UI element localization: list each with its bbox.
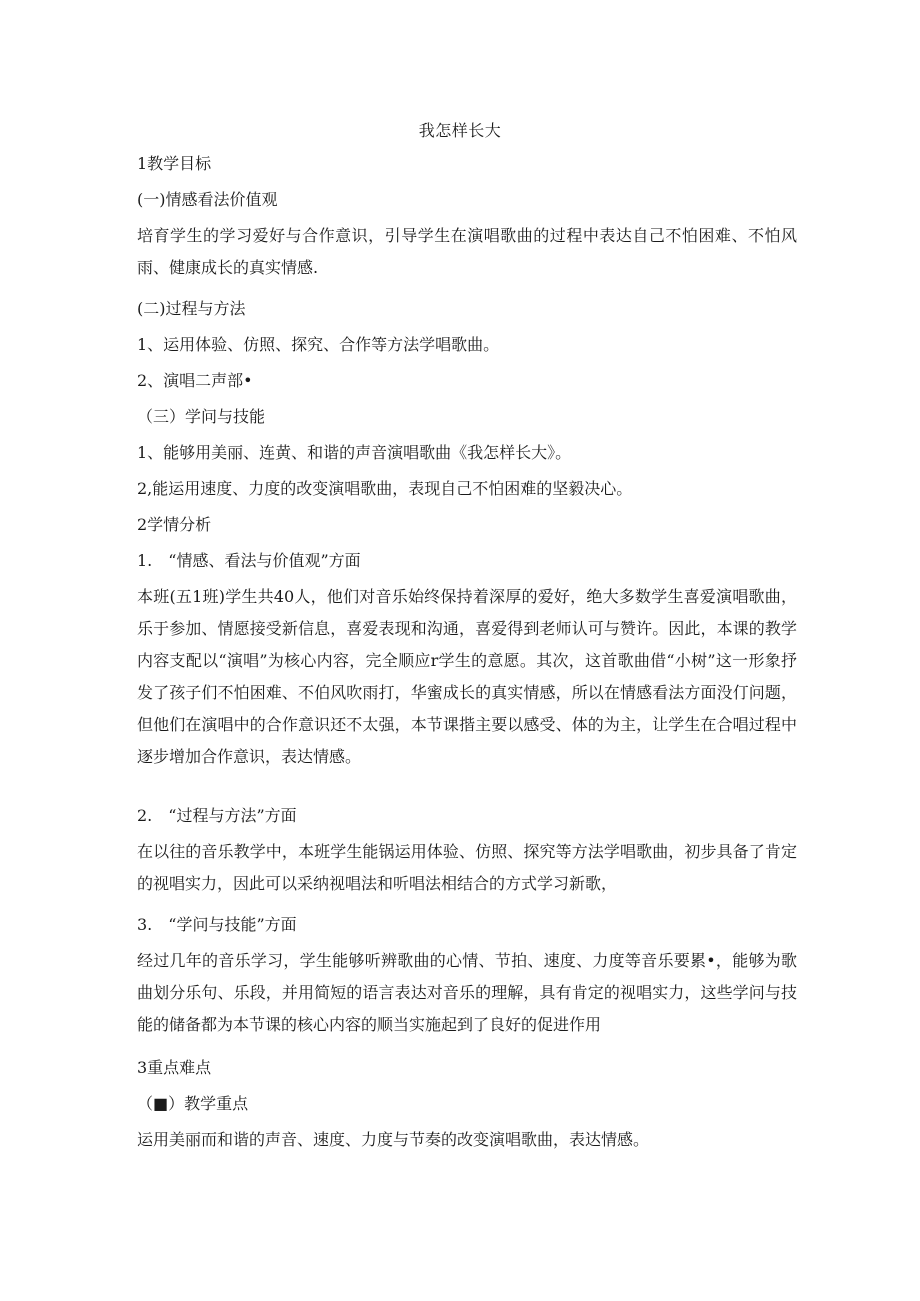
section-heading-key-points: 3重点难点 bbox=[137, 1058, 212, 1077]
section-heading-teaching-goals: 1教学目标 bbox=[137, 154, 212, 173]
subheading-analysis-skills: 3. “学问与技能”方面 bbox=[137, 915, 297, 934]
subheading-teaching-focus: （■）教学重点 bbox=[137, 1094, 249, 1113]
subheading-analysis-process: 2. “过程与方法”方面 bbox=[137, 806, 297, 825]
paragraph-teaching-focus: 运用美丽而和谐的声音、速度、力度与节奏的改变演唱歌曲，表达情感。 bbox=[137, 1130, 650, 1149]
subheading-analysis-emotion: 1. “情感、看法与价值观”方面 bbox=[137, 551, 361, 570]
paragraph-analysis-emotion: 本班(五1班)学生共40人，他们对音乐始终保持着深厚的爱好，绝大多数学生喜爱演唱歌曲，乐于参加、情愿接受新信息，喜爱表现和沟通，喜爱得到老师认可与赞许。因此，本课的教学内容支配以“演唱”为核心内容，完全顺应r学生的意愿。其次，这首歌曲借“小树”这一形象抒发了孩子们不怕困难、不伯风吹雨打，华蜜成长的真实情感，所以在情感看法方面没仃问题，但他们在演唱中的合作意识还不太强，本节课揩主要以感受、体的为主，让学生在合唱过程中逐步增加合作意识，表达情感。 bbox=[137, 587, 797, 766]
list-item-skills-1: 1、能够用美丽、连黄、和谐的声音演唱歌曲《我怎样长大》。 bbox=[137, 443, 572, 462]
subheading-emotion-values: (一)情感看法价值观 bbox=[137, 190, 278, 209]
subheading-process-method: (二)过程与方法 bbox=[137, 299, 246, 318]
section-heading-learner-analysis: 2学情分析 bbox=[137, 515, 212, 534]
list-item-process-1: 1、运用体验、仿照、探究、合作等方法学唱歌曲。 bbox=[137, 335, 500, 354]
paragraph-analysis-skills: 经过几年的音乐学习，学生能够听辨歌曲的心情、节拍、速度、力度等音乐要累•，能够为歌曲划分乐句、乐段，并用简短的语言表达对音乐的理解，具有肯定的视唱实力，这些学问与技能的储备都为本节课的核心内容的顺当实施起到了良好的促进作用 bbox=[137, 951, 797, 1034]
subheading-knowledge-skills: （三）学问与技能 bbox=[137, 407, 266, 426]
page-title: 我怎样长大 bbox=[418, 121, 502, 140]
paragraph-emotion-values: 培育学生的学习爱好与合作意识，引导学生在演唱歌曲的过程中表达自己不怕困难、不怕风雨、健康成长的真实情感. bbox=[137, 226, 797, 277]
list-item-process-2: 2、演唱二声部• bbox=[137, 371, 253, 390]
paragraph-analysis-process: 在以往的音乐教学中，本班学生能锅运用体验、仿照、探究等方法学唱歌曲，初步具备了肯定的视唱实力，因此可以采纳视唱法和听唱法相结合的方式学习新歌， bbox=[137, 842, 797, 893]
list-item-skills-2: 2,能运用速度、力度的改变演唱歌曲，表现自己不怕困难的坚毅决心。 bbox=[137, 479, 633, 498]
